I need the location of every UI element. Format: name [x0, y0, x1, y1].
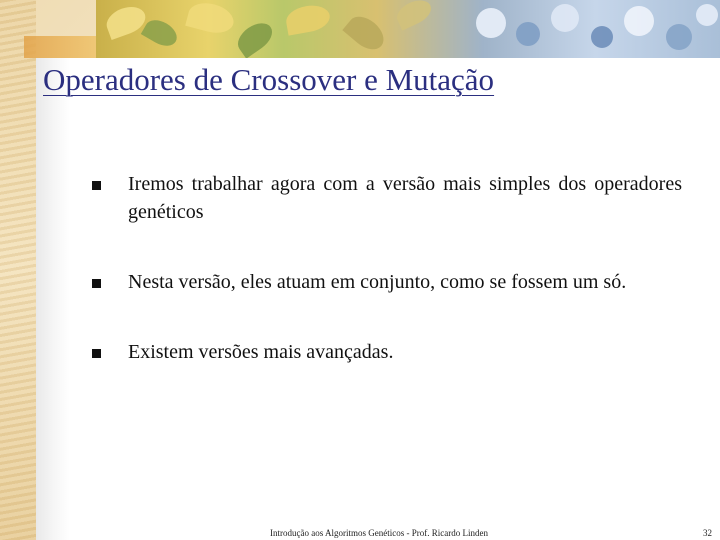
- square-bullet-icon: [92, 349, 101, 358]
- decorative-banner-accent: [24, 36, 96, 58]
- bullet-item: [90, 170, 682, 226]
- bullet-text: Nesta versão, eles atuam em conjunto, como se fossem um só.: [128, 271, 627, 293]
- square-bullet-icon: [92, 181, 101, 190]
- bullet-text: Existem versões mais avançadas.: [128, 341, 394, 363]
- bullet-item: [90, 338, 682, 366]
- page-number: 32: [703, 528, 712, 538]
- bullet-item: [90, 268, 682, 296]
- bullet-text: Iremos trabalhar agora com a versão mais simples dos operadores genéticos: [128, 173, 682, 223]
- slide-title: Operadores de Crossover e Mutação: [43, 62, 495, 97]
- square-bullet-icon: [92, 279, 101, 288]
- slide-footer: Introdução aos Algoritmos Genéticos - Prof. Ricardo Linden: [270, 528, 488, 538]
- decorative-floral-banner: [96, 0, 720, 58]
- decorative-parchment-strip: [0, 0, 36, 540]
- bullet-list: [90, 170, 682, 366]
